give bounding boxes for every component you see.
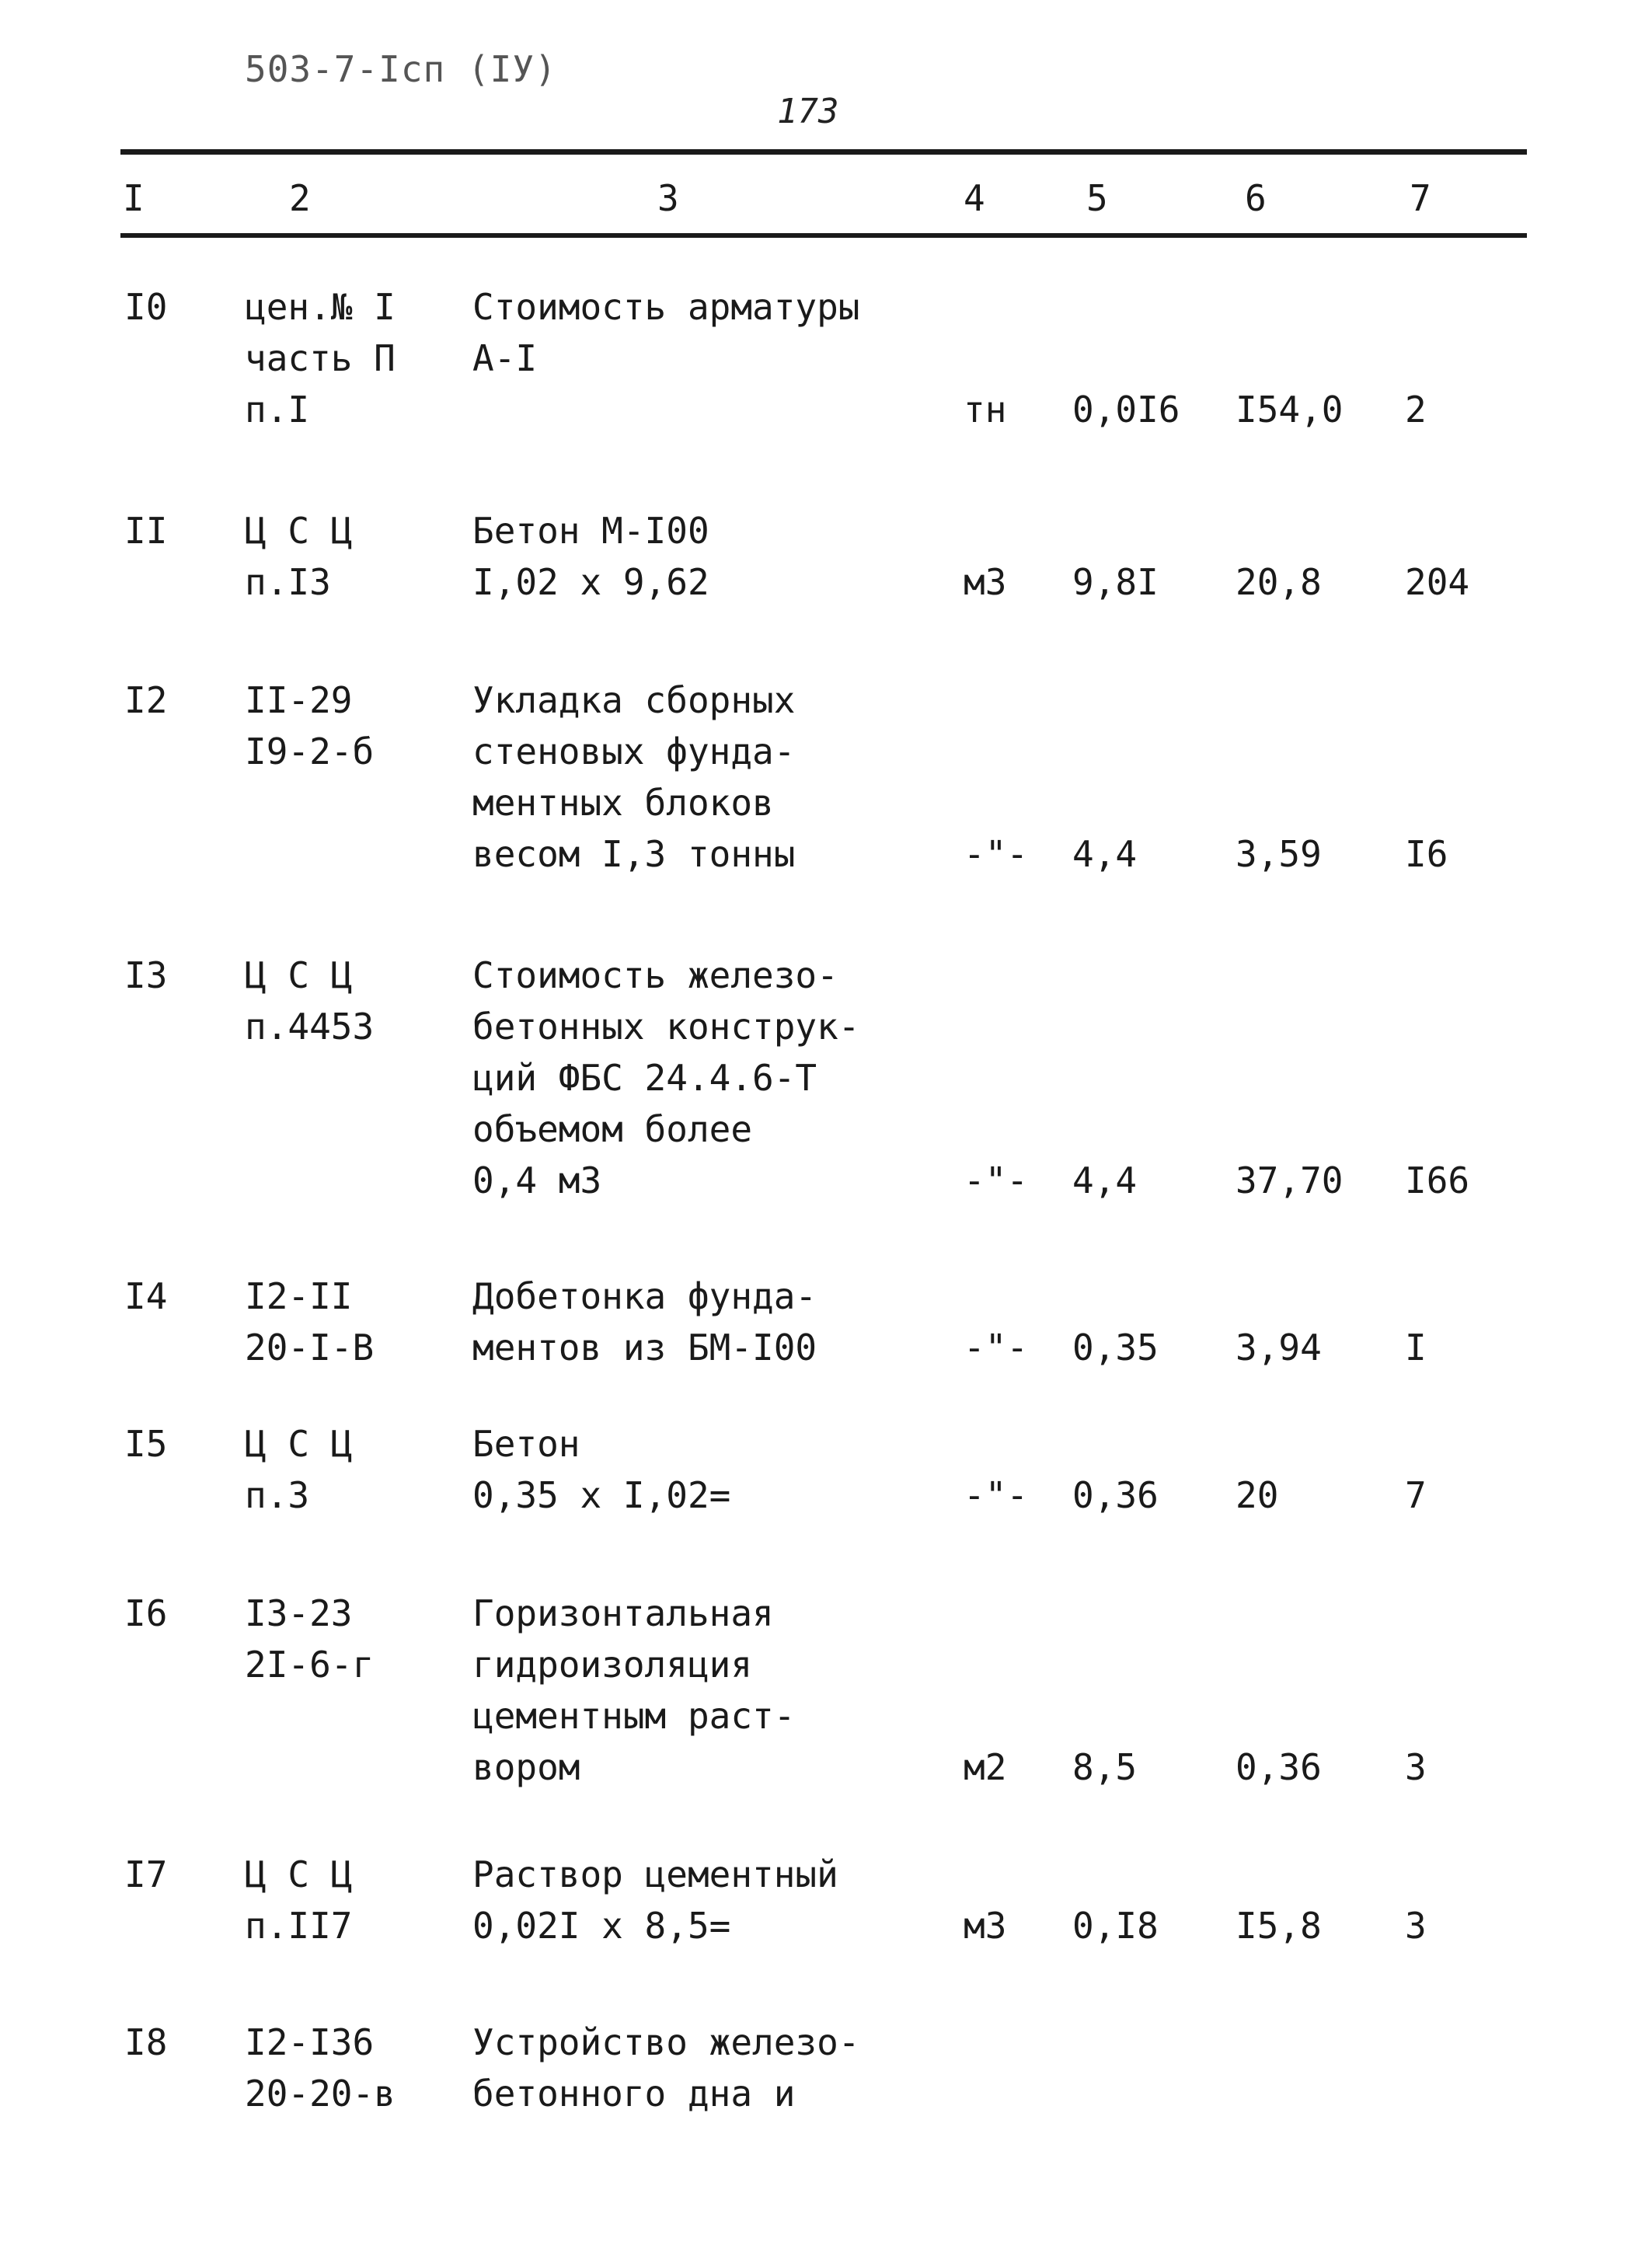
work-description: ций ФБС 24.4.6-Т: [472, 1057, 817, 1099]
work-description: I,02 х 9,62: [472, 561, 709, 603]
rate-code: 20-I-В: [245, 1327, 375, 1369]
work-description: гидроизоляция: [472, 1644, 753, 1686]
work-description: бетонных конструк-: [472, 1006, 860, 1048]
work-description: объемом более: [472, 1108, 753, 1150]
rate-code: цен.№ I: [245, 286, 396, 328]
total-cost: 3: [1405, 1905, 1427, 1947]
total-cost: I66: [1405, 1159, 1470, 1201]
quantity: 0,35: [1072, 1327, 1159, 1369]
row-number: I6: [124, 1592, 168, 1634]
rate-code: п.I: [245, 389, 310, 431]
quantity: 4,4: [1072, 833, 1138, 875]
work-description: ментов из БМ-I00: [472, 1327, 817, 1369]
col-header-7: 7: [1410, 177, 1431, 219]
quantity: 0,36: [1072, 1474, 1159, 1516]
rate-code: Ц С Ц: [245, 954, 353, 996]
work-description: Стоимость железо-: [472, 954, 838, 996]
row-number: I5: [124, 1423, 168, 1465]
total-cost: I6: [1405, 833, 1448, 875]
unit-price: 20,8: [1236, 561, 1322, 603]
work-description: Горизонтальная: [472, 1592, 774, 1634]
rate-code: 2I-6-г: [245, 1644, 375, 1686]
rule-top: [120, 149, 1527, 155]
row-number: I3: [124, 954, 168, 996]
row-number: I2: [124, 679, 168, 721]
work-description: Укладка сборных: [472, 679, 796, 721]
rate-code: часть П: [245, 337, 396, 379]
work-description: бетонного дна и: [472, 2073, 796, 2115]
quantity: 0,0I6: [1072, 389, 1180, 431]
col-header-2: 2: [289, 177, 311, 219]
work-description: Бетон: [472, 1423, 580, 1465]
total-cost: 3: [1405, 1746, 1427, 1788]
col-header-1: I: [123, 177, 145, 219]
work-description: вором: [472, 1746, 580, 1788]
work-description: Устройство железо-: [472, 2021, 860, 2063]
row-number: II: [124, 510, 168, 552]
rate-code: I9-2-б: [245, 730, 375, 772]
unit-price: 3,94: [1236, 1327, 1322, 1369]
work-description: 0,35 х I,02=: [472, 1474, 731, 1516]
work-description: Бетон М-I00: [472, 510, 709, 552]
row-number: I4: [124, 1275, 168, 1317]
col-header-3: 3: [657, 177, 679, 219]
rate-code: п.II7: [245, 1905, 353, 1947]
rate-code: Ц С Ц: [245, 1423, 353, 1465]
row-number: I8: [124, 2021, 168, 2063]
unit: м2: [964, 1746, 1007, 1788]
work-description: Стоимость арматуры: [472, 286, 860, 328]
unit: тн: [964, 389, 1007, 431]
rate-code: I2-I36: [245, 2021, 375, 2063]
work-description: Добетонка фунда-: [472, 1275, 817, 1317]
work-description: цементным раст-: [472, 1695, 796, 1737]
unit: м3: [964, 561, 1007, 603]
rate-code: I2-II: [245, 1275, 353, 1317]
unit-price: 0,36: [1236, 1746, 1322, 1788]
col-header-5: 5: [1086, 177, 1108, 219]
rate-code: п.4453: [245, 1006, 375, 1048]
rate-code: п.3: [245, 1474, 310, 1516]
rate-code: 20-20-в: [245, 2073, 396, 2115]
work-description: 0,4 м3: [472, 1159, 602, 1201]
doc-code: 503-7-Iсп (IУ): [245, 48, 557, 90]
work-description: стеновых фунда-: [472, 730, 796, 772]
unit: -"-: [964, 1159, 1029, 1201]
rate-code: I3-23: [245, 1592, 353, 1634]
total-cost: 7: [1405, 1474, 1427, 1516]
rule-head: [120, 233, 1527, 238]
col-header-6: 6: [1245, 177, 1267, 219]
work-description: Раствор цементный: [472, 1853, 838, 1895]
rate-code: Ц С Ц: [245, 510, 353, 552]
rate-code: п.I3: [245, 561, 331, 603]
unit-price: 37,70: [1236, 1159, 1344, 1201]
unit-price: I5,8: [1236, 1905, 1322, 1947]
quantity: 9,8I: [1072, 561, 1159, 603]
rate-code: II-29: [245, 679, 353, 721]
total-cost: 2: [1405, 389, 1427, 431]
unit-price: I54,0: [1236, 389, 1344, 431]
col-header-4: 4: [964, 177, 985, 219]
row-number: I0: [124, 286, 168, 328]
row-number: I7: [124, 1853, 168, 1895]
quantity: 4,4: [1072, 1159, 1138, 1201]
work-description: 0,02I х 8,5=: [472, 1905, 731, 1947]
unit-price: 3,59: [1236, 833, 1322, 875]
quantity: 8,5: [1072, 1746, 1138, 1788]
quantity: 0,I8: [1072, 1905, 1159, 1947]
total-cost: 204: [1405, 561, 1470, 603]
work-description: А-I: [472, 337, 538, 379]
rate-code: Ц С Ц: [245, 1853, 353, 1895]
unit: -"-: [964, 1327, 1029, 1369]
page-number: 173: [777, 92, 839, 131]
work-description: ментных блоков: [472, 782, 774, 824]
unit-price: 20: [1236, 1474, 1279, 1516]
unit: -"-: [964, 833, 1029, 875]
total-cost: I: [1405, 1327, 1427, 1369]
unit: -"-: [964, 1474, 1029, 1516]
unit: м3: [964, 1905, 1007, 1947]
work-description: весом I,3 тонны: [472, 833, 796, 875]
